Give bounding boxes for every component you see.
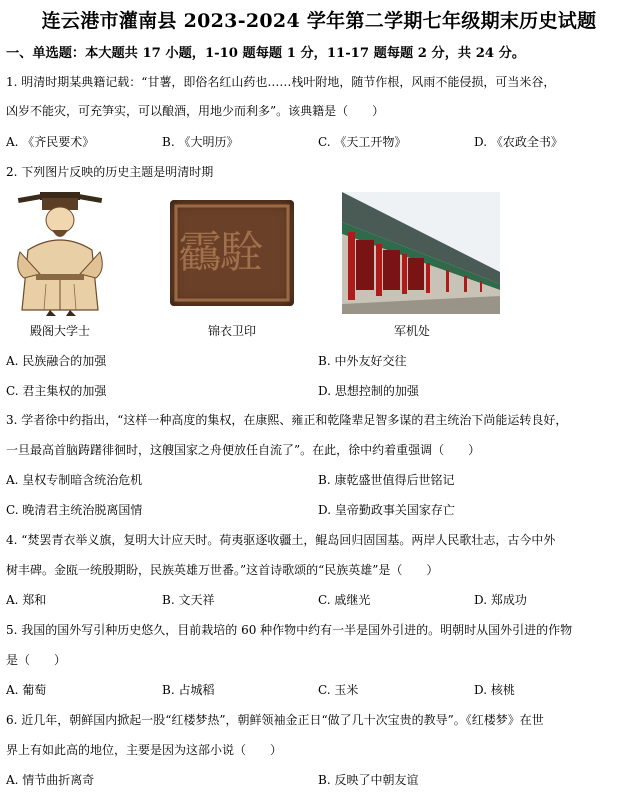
grand-council-building-image [342,192,500,314]
q3-option-b[interactable]: B. 康乾盛世值得后世铭记 [318,473,455,487]
caption-grand-secretary: 殿阁大学士 [29,324,90,338]
q1-stem-line2: 凶岁不能灾，可充笋实，可以酿酒，用地少而利多”。该典籍是（ ） [6,104,385,118]
q4-option-d[interactable]: D. 郑成功 [474,593,527,607]
q1-stem-line1: 1. 明清时期某典籍记载：“甘薯，即俗名红山药也……栈叶附地，随节作根，风雨不能侵损，可当米谷， [6,75,556,89]
q5-stem-line1: 5. 我国的国外写引种历史悠久，目前栽培的 60 种作物中约有一半是国外引进的。明朝时从国外引进的作物 [6,623,573,637]
exam-title: 连云港市灌南县 2023-2024 学年第二学期七年级期末历史试题 [41,10,597,32]
q3-stem-line2: 一旦最高首脑踌躇徘徊时，这艘国家之舟便放任自流了”。在此，徐中约着重强调（ ） [6,443,481,457]
q1-option-a[interactable]: A. 《齐民要术》 [6,135,95,149]
q1-option-d[interactable]: D. 《农政全书》 [474,135,563,149]
q5-option-d[interactable]: D. 核桃 [474,683,515,697]
q4-stem-line2: 树丰碑。金瓯一统殷期盼，民族英雄万世番。”这首诗歌颂的“民族英雄”是（ ） [6,563,439,577]
q5-option-b[interactable]: B. 占城稻 [162,683,215,697]
q3-option-d[interactable]: D. 皇帝勤政事关国家存亡 [318,503,455,517]
q4-option-b[interactable]: B. 文天祥 [162,593,215,607]
caption-grand-council: 军机处 [393,324,430,338]
q2-option-d[interactable]: D. 思想控制的加强 [318,384,419,398]
q4-option-a[interactable]: A. 郑和 [6,593,47,607]
q6-option-a[interactable]: A. 情节曲折离奇 [6,773,95,787]
q1-option-b[interactable]: B. 《大明历》 [162,135,239,149]
q3-option-c[interactable]: C. 晚清君主统治脱离国情 [6,503,143,517]
grand-secretary-image [10,190,110,318]
q6-stem-line2: 界上有如此高的地位，主要是因为这部小说（ ） [6,743,283,757]
q5-stem-line2: 是（ ） [6,653,67,667]
q2-stem: 2. 下列图片反映的历史主题是明清时期 [6,165,214,179]
q3-stem-line1: 3. 学者徐中约指出，“这样一种高度的集权，在康熙、雍正和乾隆辈足智多谋的君主统治下尚能运转良好， [6,413,568,427]
q1-option-c[interactable]: C. 《天工开物》 [318,135,407,149]
q2-option-b[interactable]: B. 中外友好交往 [318,354,407,368]
q4-stem-line1: 4. “焚罢青衣举义旗，复明大计应天时。荷夷驱逐收疆土，鲲岛回归固国基。两岸人民歌壮志，古今中外 [6,533,556,547]
q2-option-c[interactable]: C. 君主集权的加强 [6,384,107,398]
q6-stem-line1: 6. 近几年，朝鲜国内掀起一股“红楼梦热”，朝鲜领袖金正日“做了几十次宝贵的教导”。《红楼梦》在世 [6,713,544,727]
q2-option-a[interactable]: A. 民族融合的加强 [6,354,107,368]
caption-embroidered-guard-seal: 锦衣卫印 [207,324,256,338]
q5-option-a[interactable]: A. 葡萄 [6,683,47,697]
q4-option-c[interactable]: C. 戚继光 [318,593,371,607]
embroidered-guard-seal-image [170,200,294,306]
q5-option-c[interactable]: C. 玉米 [318,683,359,697]
q6-option-b[interactable]: B. 反映了中朝友谊 [318,773,419,787]
section-heading: 一、单选题：本大题共 17 小题，1-10 题每题 1 分，11-17 题每题 2 分，共 24 分。 [6,46,526,61]
seal-inscription: 靏駩 [178,227,262,278]
q3-option-a[interactable]: A. 皇权专制暗含统治危机 [6,473,143,487]
